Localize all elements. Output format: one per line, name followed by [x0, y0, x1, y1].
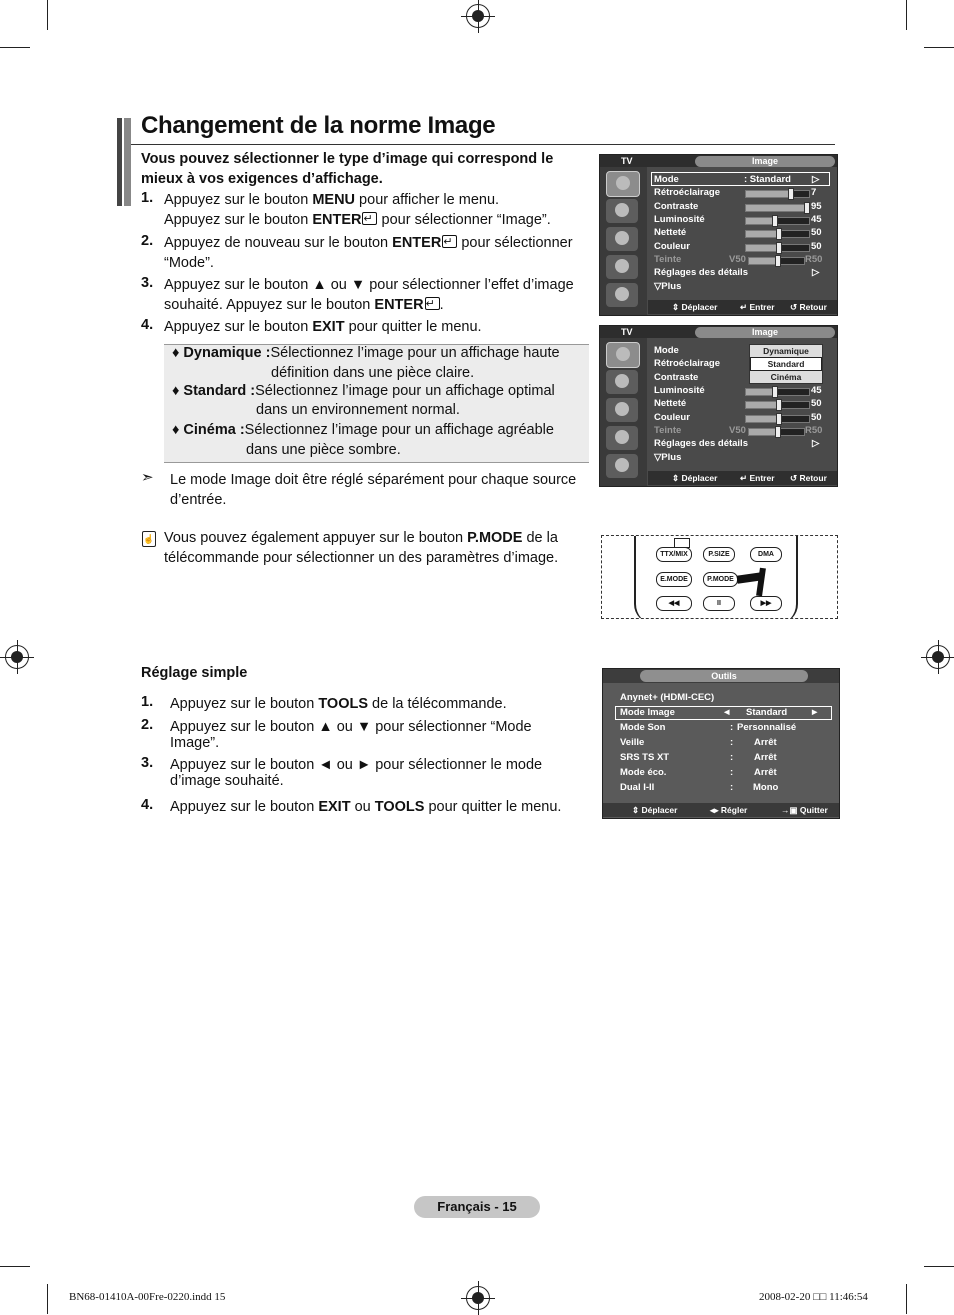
- move-hint: ⇕ Déplacer: [672, 302, 718, 312]
- value-luminosite: 45: [811, 385, 822, 396]
- right-arrow-icon[interactable]: ►: [810, 707, 820, 718]
- title-decoration: [117, 118, 122, 206]
- tools-dual-value: Mono: [753, 782, 779, 793]
- tools-item-veille[interactable]: Veille: [620, 737, 645, 748]
- tv-menu-sidebar: [600, 338, 647, 486]
- sound-icon[interactable]: [606, 370, 638, 394]
- value-retroeclairage: 7: [811, 187, 817, 198]
- menu-item-couleur[interactable]: Couleur: [654, 412, 690, 423]
- dropdown-option-standard[interactable]: Standard: [750, 357, 822, 371]
- tools-separator: :: [730, 752, 734, 763]
- file-info: BN68-01410A-00Fre-0220.indd 15: [69, 1291, 226, 1303]
- slider-teinte: [748, 428, 805, 436]
- teinte-right-value: R50: [805, 254, 823, 265]
- step-number: 1.: [141, 694, 154, 710]
- step-number: 4.: [141, 317, 154, 333]
- simple-step-2-line-1: Appuyez sur le bouton ▲ ou ▼ pour sélectionner “Mode: [170, 719, 532, 735]
- menu-item-contraste[interactable]: Contraste: [654, 372, 699, 383]
- tv-source-label: TV: [621, 327, 633, 337]
- picture-icon[interactable]: [606, 342, 640, 368]
- menu-mode-value: : Standard: [744, 174, 791, 185]
- menu-item-retroeclairage[interactable]: Rétroéclairage: [654, 187, 721, 198]
- channel-icon[interactable]: [606, 398, 638, 422]
- value-couleur: 50: [811, 412, 822, 423]
- slider-contraste[interactable]: [745, 204, 810, 212]
- mode-dynamique-line-2: définition dans une pièce claire.: [271, 365, 475, 381]
- pmode-line-2: télécommande pour sélectionner un des paramètres d’image.: [164, 550, 559, 566]
- enter-icon: [425, 297, 440, 310]
- slider-luminosite[interactable]: [745, 388, 810, 396]
- crop-mark: [906, 1284, 907, 1314]
- teinte-left-value: V50: [729, 254, 746, 265]
- tools-separator: :: [730, 737, 734, 748]
- tools-menu: [602, 668, 840, 819]
- slider-retroeclairage[interactable]: [745, 190, 810, 198]
- mode-cinema: ♦ Cinéma :Sélectionnez l’image pour un affichage agréable: [172, 422, 554, 438]
- move-hint: ⇕ Déplacer: [672, 473, 718, 483]
- value-luminosite: 45: [811, 214, 822, 225]
- crop-mark: [0, 1266, 30, 1267]
- setup-icon[interactable]: [606, 255, 638, 279]
- step-2-line-2: “Mode”.: [164, 255, 214, 271]
- page-number: Français - 15: [414, 1196, 540, 1218]
- tools-mode-eco-value: Arrêt: [754, 767, 777, 778]
- tools-mode-image-value: Standard: [746, 707, 788, 718]
- left-arrow-icon[interactable]: ◄: [722, 707, 732, 718]
- remote-illustration: [601, 535, 838, 619]
- slider-couleur[interactable]: [745, 244, 810, 252]
- value-nettete: 50: [811, 227, 822, 238]
- chevron-right-icon: ▷: [812, 267, 820, 278]
- crop-mark: [47, 0, 48, 30]
- tools-separator: :: [730, 767, 734, 778]
- tools-item-anynet[interactable]: Anynet+ (HDMI-CEC): [620, 692, 715, 703]
- return-hint: ↺ Retour: [790, 302, 827, 312]
- note-line-2: d’entrée.: [170, 492, 227, 508]
- step-3-line-1: Appuyez sur le bouton ▲ ou ▼ pour sélectionner l’effet d’image: [164, 277, 574, 293]
- tools-item-srs[interactable]: SRS TS XT: [620, 752, 670, 763]
- registration-mark-icon: [466, 1286, 490, 1310]
- enter-icon: [362, 212, 377, 225]
- pmode-line-1: Vous pouvez également appuyer sur le bouton P.MODE de la: [164, 530, 558, 546]
- emode-button[interactable]: E.MODE: [656, 572, 692, 587]
- menu-item-plus[interactable]: ▽Plus: [654, 452, 682, 463]
- tv-menu-image: [599, 154, 838, 316]
- tv-menu-footer: [648, 300, 837, 314]
- fast-forward-button[interactable]: ▶▶: [750, 596, 782, 611]
- enter-hint: ↵ Entrer: [740, 302, 775, 312]
- chevron-right-icon: ▷: [812, 174, 820, 185]
- page-title: Changement de la norme Image: [141, 112, 496, 139]
- simple-step-4: Appuyez sur le bouton EXIT ou TOOLS pour quitter le menu.: [170, 799, 562, 815]
- step-number: 4.: [141, 797, 154, 813]
- slider-luminosite[interactable]: [745, 217, 810, 225]
- menu-item-teinte: Teinte: [654, 425, 682, 436]
- step-1-line-2: Appuyez sur le bouton ENTER↵ pour sélectionner “Image”.: [164, 210, 551, 230]
- enter-icon: [442, 235, 457, 248]
- simple-step-3-line-1: Appuyez sur le bouton ◄ ou ► pour sélectionner le mode: [170, 757, 543, 773]
- setup-icon[interactable]: [606, 426, 638, 450]
- step-4-line: Appuyez sur le bouton EXIT pour quitter le menu.: [164, 319, 482, 335]
- slider-nettete[interactable]: [745, 401, 810, 409]
- tv-source-label: TV: [621, 156, 633, 166]
- dropdown-option-dynamique[interactable]: Dynamique: [763, 346, 809, 356]
- tools-separator: :: [730, 782, 734, 793]
- input-icon[interactable]: [606, 454, 638, 478]
- menu-item-mode[interactable]: Mode: [654, 174, 679, 185]
- crop-mark: [0, 47, 30, 48]
- channel-icon[interactable]: [606, 227, 638, 251]
- menu-item-retroeclairage[interactable]: Rétroéclairage: [654, 358, 721, 369]
- tools-item-mode-eco[interactable]: Mode éco.: [620, 767, 667, 778]
- mode-standard: ♦ Standard :Sélectionnez l’image pour un affichage optimal: [172, 383, 555, 399]
- mode-cinema-line-2: dans une pièce sombre.: [246, 442, 401, 458]
- step-number: 3.: [141, 275, 154, 291]
- move-hint: ⇕ Déplacer: [632, 805, 678, 815]
- step-1-line-1: Appuyez sur le bouton MENU pour afficher le menu.: [164, 192, 500, 208]
- menu-item-nettete[interactable]: Netteté: [654, 398, 687, 409]
- mode-standard-line-2: dans un environnement normal.: [256, 402, 460, 418]
- registration-mark-icon: [5, 645, 29, 669]
- pmode-button[interactable]: P.MODE: [703, 572, 738, 587]
- registration-mark-icon: [466, 4, 490, 28]
- adjust-hint: ◂▸ Régler: [710, 805, 748, 815]
- simple-step-1: Appuyez sur le bouton TOOLS de la télécommande.: [170, 696, 507, 712]
- simple-step-2-line-2: Image”.: [170, 735, 220, 751]
- rewind-button[interactable]: ◀◀: [656, 596, 692, 611]
- tools-item-mode-son[interactable]: Mode Son: [620, 722, 666, 733]
- tab-image[interactable]: Image: [695, 327, 835, 338]
- intro-line-1: Vous pouvez sélectionner le type d’image qui correspond le: [141, 151, 554, 167]
- picture-icon[interactable]: [606, 171, 640, 197]
- tools-item-dual[interactable]: Dual I-II: [620, 782, 655, 793]
- tools-mode-son-value: Personnalisé: [737, 722, 797, 733]
- exit-hint: →▣ Quitter: [781, 805, 828, 815]
- tab-image[interactable]: Image: [695, 156, 835, 167]
- date-info: 2008-02-20 □□ 11:46:54: [759, 1291, 868, 1303]
- simple-step-3-line-2: d’image souhaité.: [170, 773, 284, 789]
- ttx-mix-button[interactable]: TTX/MIX: [656, 547, 692, 562]
- menu-item-mode[interactable]: Mode: [654, 345, 679, 356]
- tv-menu-sidebar: [600, 167, 647, 315]
- step-2-line-1: Appuyez de nouveau sur le bouton ENTER↵ pour sélectionner: [164, 233, 573, 253]
- simple-heading: Réglage simple: [141, 665, 248, 681]
- value-couleur: 50: [811, 241, 822, 252]
- tools-srs-value: Arrêt: [754, 752, 777, 763]
- crop-mark: [906, 0, 907, 30]
- menu-item-teinte: Teinte: [654, 254, 682, 265]
- tv-menu-footer: [648, 471, 837, 485]
- menu-item-reglages-details[interactable]: Réglages des détails: [654, 438, 748, 449]
- value-nettete: 50: [811, 398, 822, 409]
- note-line-1: Le mode Image doit être réglé séparément pour chaque source: [170, 472, 577, 488]
- slider-couleur[interactable]: [745, 415, 810, 423]
- crop-mark: [924, 47, 954, 48]
- tools-menu-title: Outils: [640, 670, 808, 682]
- tools-item-mode-image[interactable]: Mode Image: [620, 707, 675, 718]
- step-number: 1.: [141, 190, 154, 206]
- tools-separator: :: [730, 722, 734, 733]
- input-icon[interactable]: [606, 283, 638, 307]
- registration-mark-icon: [926, 645, 950, 669]
- pause-button[interactable]: II: [703, 596, 735, 611]
- slider-teinte: [748, 257, 805, 265]
- menu-item-luminosite[interactable]: Luminosité: [654, 214, 705, 225]
- menu-item-plus[interactable]: ▽Plus: [654, 281, 682, 292]
- tv-menu-image-dropdown: [599, 325, 838, 487]
- mode-dropdown[interactable]: [749, 344, 823, 384]
- sound-icon[interactable]: [606, 199, 638, 223]
- menu-item-nettete[interactable]: Netteté: [654, 227, 687, 238]
- step-3-line-2: souhaité. Appuyez sur le bouton ENTER↵ .: [164, 295, 444, 315]
- menu-item-couleur[interactable]: Couleur: [654, 241, 690, 252]
- tools-menu-footer: [603, 803, 839, 817]
- menu-item-reglages-details[interactable]: Réglages des détails: [654, 267, 748, 278]
- title-decoration: [124, 118, 131, 206]
- return-hint: ↺ Retour: [790, 473, 827, 483]
- dma-button[interactable]: DMA: [750, 547, 782, 562]
- mode-dynamique: ♦ Dynamique :Sélectionnez l’image pour un affichage haute: [172, 345, 560, 361]
- step-number: 3.: [141, 755, 154, 771]
- slider-nettete[interactable]: [745, 230, 810, 238]
- value-contraste: 95: [811, 201, 822, 212]
- step-number: 2.: [141, 717, 154, 733]
- teinte-left-value: V50: [729, 425, 746, 436]
- dropdown-option-cinema[interactable]: Cinéma: [770, 372, 802, 382]
- teinte-right-value: R50: [805, 425, 823, 436]
- title-rule: [131, 144, 835, 145]
- step-number: 2.: [141, 233, 154, 249]
- menu-item-luminosite[interactable]: Luminosité: [654, 385, 705, 396]
- psize-button[interactable]: P.SIZE: [703, 547, 735, 562]
- tools-veille-value: Arrêt: [754, 737, 777, 748]
- intro-line-2: mieux à vos exigences d’affichage.: [141, 171, 383, 187]
- remote-hint-icon: ☝: [142, 531, 156, 547]
- crop-mark: [47, 1284, 48, 1314]
- note-arrow-icon: ➣: [141, 469, 154, 486]
- crop-mark: [924, 1266, 954, 1267]
- menu-item-contraste[interactable]: Contraste: [654, 201, 699, 212]
- enter-hint: ↵ Entrer: [740, 473, 775, 483]
- chevron-right-icon: ▷: [812, 438, 820, 449]
